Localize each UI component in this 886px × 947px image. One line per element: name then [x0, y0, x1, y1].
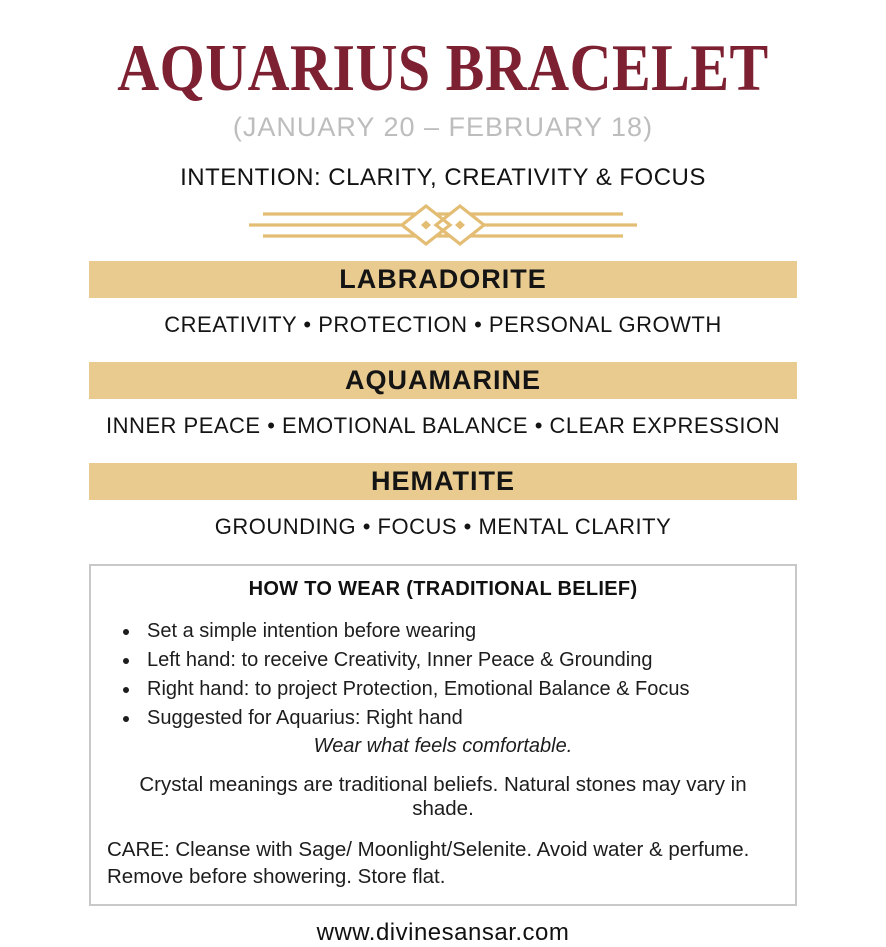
stone-banner-aquamarine: AQUAMARINE [89, 362, 797, 399]
stone-properties: GROUNDING • FOCUS • MENTAL CLARITY [214, 514, 672, 539]
stone-properties: INNER PEACE • EMOTIONAL BALANCE • CLEAR EXPRESSION [105, 413, 781, 438]
care-instructions: CARE: Cleanse with Sage/ Moonlight/Selenite. Avoid water & perfume. Remove before showering. Store flat. [107, 838, 750, 888]
how-to-wear-bullets [107, 617, 779, 733]
comfort-note: Wear what feels comfortable. [313, 735, 573, 757]
disclaimer-text: Crystal meanings are traditional beliefs. Natural stones may vary in shade. [139, 773, 747, 820]
stone-section [89, 463, 797, 540]
page-title: AQUARIUS BRACELET [117, 30, 769, 105]
how-to-wear-heading: HOW TO WEAR (TRADITIONAL BELIEF) [248, 578, 638, 600]
intention-text: INTENTION: CLARITY, CREATIVITY & FOCUS [180, 164, 706, 191]
stone-section [89, 261, 797, 338]
stones-list [89, 261, 797, 540]
bullet-item: • Set a simple intention before wearing [141, 617, 779, 646]
bullet-item: • Suggested for Aquarius: Right hand [141, 704, 779, 733]
stone-section [89, 362, 797, 439]
stone-banner-labradorite: LABRADORITE [89, 261, 797, 298]
how-to-wear-box [89, 564, 797, 906]
divider-ornament-icon [0, 203, 886, 247]
date-range: (JANUARY 20 – FEBRUARY 18) [232, 112, 654, 142]
stone-properties: CREATIVITY • PROTECTION • PERSONAL GROWTH [164, 312, 722, 337]
stone-banner-hematite: HEMATITE [89, 463, 797, 500]
bullet-item: • Left hand: to receive Creativity, Inner Peace & Grounding [141, 646, 779, 675]
bullet-item: • Right hand: to project Protection, Emotional Balance & Focus [141, 675, 779, 704]
website-url: www.divinesansar.com [316, 919, 570, 946]
